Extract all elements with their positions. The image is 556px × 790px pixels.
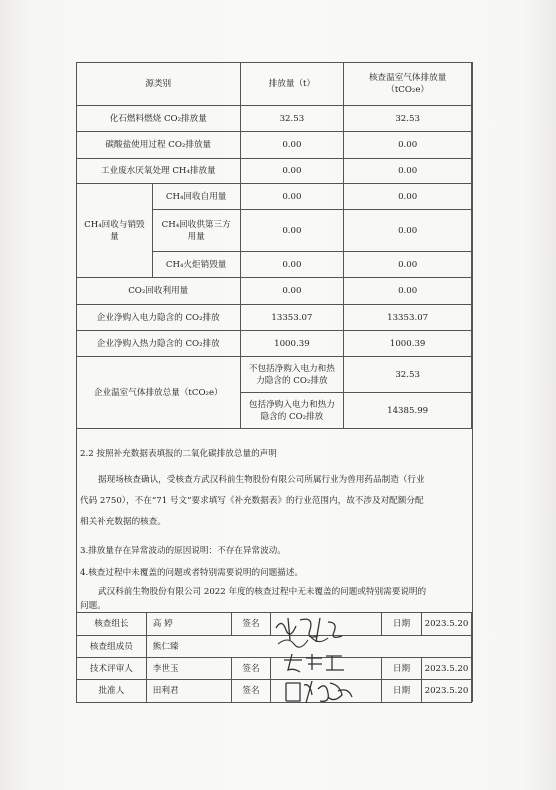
verified-value: 0.00 [344, 159, 472, 184]
verified-value: 0.00 [344, 252, 472, 278]
verified-value: 0.00 [344, 210, 472, 252]
table-row [77, 132, 472, 159]
verified-value: 13353.07 [344, 305, 472, 331]
reported-value: 1000.39 [240, 331, 344, 357]
row-label: 企业净购入电力隐含的 CO₂排放 [77, 305, 241, 331]
reported-value: 0.00 [240, 132, 344, 159]
handwritten-signature-approver [282, 677, 356, 707]
sign-label: 签名 [231, 680, 271, 703]
row-label: CO₂回收利用量 [77, 278, 241, 305]
row-label: CH₄回收自用量 [152, 184, 240, 210]
person-name: 田利君 [146, 680, 231, 703]
header-reported: 排放量（t） [240, 63, 344, 106]
sign-label: 签名 [231, 658, 271, 680]
table-row [77, 357, 472, 393]
signature-row [77, 658, 472, 680]
role-label: 批准人 [77, 680, 147, 703]
section-2-2-body-line: 代码 2750），不在“71 号文”要求填写《补充数据表》的行业范围内，故不涉及对配额分配 [80, 496, 424, 506]
handwritten-signature-reviewer [280, 650, 350, 676]
section-2-2-body-line: 相关补充数据的核查。 [80, 517, 166, 527]
table-row [77, 331, 472, 357]
verified-value: 0.00 [344, 184, 472, 210]
reported-value: 0.00 [240, 210, 344, 252]
person-name: 李世玉 [146, 658, 231, 680]
table-row [77, 184, 472, 210]
role-label: 核查组成员 [77, 636, 147, 658]
section-4-body-line: 问题。 [80, 601, 106, 611]
signature-row [77, 680, 472, 703]
header-verified: 核查温室气体排放量（tCO₂e） [344, 63, 472, 106]
table-header-row [77, 63, 472, 106]
verified-value: 32.53 [344, 106, 472, 132]
total-incl-label: 包括净购入电力和热力隐含的 CO₂排放 [240, 393, 344, 429]
table-row [77, 159, 472, 184]
role-label: 技术评审人 [77, 658, 147, 680]
total-excl-value: 32.53 [344, 357, 472, 393]
section-2-2-title: 2.2 按照补充数据表填报的二氧化碳排放总量的声明 [80, 449, 277, 459]
section-3-text: 3.排放量存在异常波动的原因说明：不存在异常波动。 [80, 546, 286, 556]
row-label: CH₄回收供第三方用量 [152, 210, 240, 252]
date-value: 2023.5.20 [421, 680, 471, 703]
ch4-group-label: CH₄回收与销毁量 [77, 184, 153, 278]
section-4-title: 4.核查过程中未覆盖的问题或者特别需要说明的问题描述。 [80, 568, 304, 578]
header-source: 源类别 [77, 63, 241, 106]
reported-value: 0.00 [240, 159, 344, 184]
verified-value: 0.00 [344, 132, 472, 159]
reported-value: 0.00 [240, 184, 344, 210]
date-value: 2023.5.20 [421, 658, 471, 680]
row-label: 化石燃料燃烧 CO₂排放量 [77, 106, 241, 132]
date-label: 日期 [382, 680, 422, 703]
reported-value: 13353.07 [240, 305, 344, 331]
emission-table [76, 62, 472, 429]
date-value: 2023.5.20 [421, 613, 471, 636]
section-2-2-body-line: 据现场核查确认，受核查方武汉科前生物股份有限公司所属行业为兽用药品制造（行业 [98, 475, 425, 485]
section-4-body-line: 武汉科前生物股份有限公司 2022 年度的核查过程中无未覆盖的问题或特别需要说明的 [98, 587, 427, 597]
reported-value: 32.53 [240, 106, 344, 132]
row-label: 碳酸盐使用过程 CO₂排放量 [77, 132, 241, 159]
total-excl-label: 不包括净购入电力和热力隐含的 CO₂排放 [240, 357, 344, 393]
total-incl-value: 14385.99 [344, 393, 472, 429]
table-row [77, 305, 472, 331]
date-label: 日期 [382, 613, 422, 636]
verified-value: 0.00 [344, 278, 472, 305]
total-label: 企业温室气体排放总量（tCO₂e） [77, 357, 241, 429]
handwritten-signature-leader [270, 614, 390, 650]
reported-value: 0.00 [240, 278, 344, 305]
person-name: 熊仁臻 [146, 636, 471, 658]
date-label: 日期 [382, 658, 422, 680]
table-row [77, 278, 472, 305]
row-label: 工业废水厌氧处理 CH₄排放量 [77, 159, 241, 184]
verified-value: 1000.39 [344, 331, 472, 357]
person-name: 高 婷 [146, 613, 231, 636]
role-label: 核查组长 [77, 613, 147, 636]
reported-value: 0.00 [240, 252, 344, 278]
row-label: 企业净购入热力隐含的 CO₂排放 [77, 331, 241, 357]
sign-label: 签名 [231, 613, 271, 636]
table-row [77, 106, 472, 132]
row-label: CH₄火炬销毁量 [152, 252, 240, 278]
